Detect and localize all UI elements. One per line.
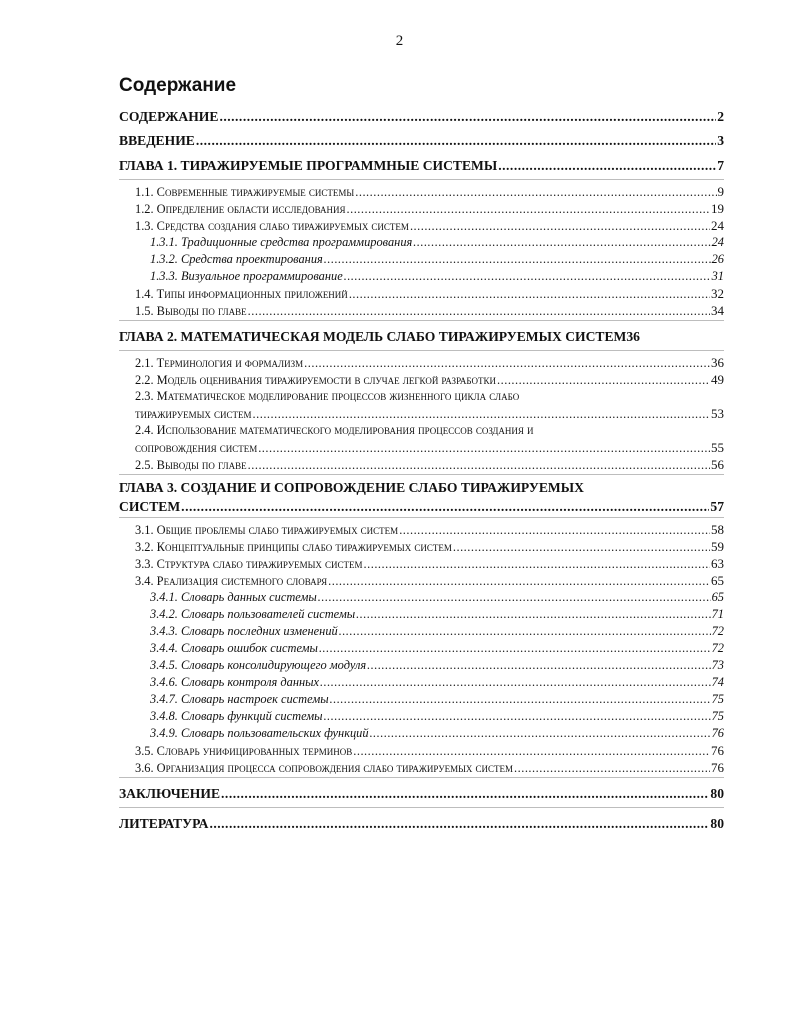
toc-entry-3-4-9[interactable]	[119, 725, 724, 742]
toc-entry-2-2[interactable]	[119, 371, 724, 388]
toc-page: 24	[711, 218, 724, 233]
toc-entry-1-5[interactable]	[119, 302, 724, 319]
toc-page: 65	[711, 590, 724, 604]
toc-label: 3.4.3. Словарь последних изменений	[150, 624, 338, 638]
toc-label: ЛИТЕРАТУРА	[119, 816, 209, 831]
toc-entry-3-4-8[interactable]	[119, 708, 724, 725]
divider	[119, 350, 724, 351]
toc-entry-chapter-3[interactable]	[119, 478, 724, 516]
toc-label: 1.5. Выводы по главе	[135, 304, 247, 318]
toc-entry-1-3[interactable]	[119, 217, 724, 234]
toc-entry-3-5[interactable]	[119, 742, 724, 759]
toc-page: 65	[711, 573, 724, 588]
toc-page: 19	[711, 201, 724, 216]
toc-page: 75	[711, 709, 724, 723]
toc-label: 2.3. Математическое моделирование процессов жизненного цикла слабо	[135, 389, 520, 403]
toc-page: 7	[717, 158, 724, 173]
toc-page: 2	[717, 109, 724, 124]
toc-label: 3.1. Общие проблемы слабо тиражируемых систем	[135, 523, 399, 537]
toc-page: 76	[711, 760, 724, 775]
toc-page: 9	[717, 184, 724, 199]
table-of-contents	[119, 104, 724, 836]
toc-page: 73	[711, 658, 724, 672]
toc-entry-soderzhanie[interactable]	[119, 104, 724, 128]
toc-label: 3.4.7. Словарь настроек системы	[150, 692, 329, 706]
divider	[119, 517, 724, 518]
toc-page: 53	[711, 406, 724, 421]
toc-label: 1.4. Типы информационных приложений	[135, 287, 348, 301]
toc-entry-3-4-5[interactable]	[119, 657, 724, 674]
toc-page: 36	[626, 329, 640, 344]
toc-label: ЗАКЛЮЧЕНИЕ	[119, 786, 221, 801]
toc-page: 26	[711, 252, 724, 266]
toc-label: ГЛАВА 2. МАТЕМАТИЧЕСКАЯ МОДЕЛЬ СЛАБО ТИРАЖИРУЕМЫХ СИСТЕМ	[119, 329, 627, 344]
toc-page: 57	[710, 499, 724, 514]
divider	[119, 320, 724, 321]
toc-label: 1.3.1. Традиционные средства программирования	[150, 235, 413, 249]
toc-entry-3-4-1[interactable]	[119, 589, 724, 606]
toc-page: 36	[711, 355, 724, 370]
toc-label: 1.3.3. Визуальное программирование	[150, 269, 343, 283]
toc-label: 2.2. Модель оценивания тиражируемости в случае легкой разработки	[135, 373, 497, 387]
toc-entry-3-6[interactable]	[119, 759, 724, 776]
toc-label: ВВЕДЕНИЕ	[119, 133, 195, 148]
toc-label: 3.4.9. Словарь пользовательских функций	[150, 726, 369, 740]
toc-entry-2-4[interactable]	[119, 422, 724, 456]
toc-entry-3-4[interactable]	[119, 572, 724, 589]
toc-entry-zakluchenie[interactable]	[119, 781, 724, 806]
toc-label: 1.3. Средства создания слабо тиражируемых систем	[135, 219, 409, 233]
divider	[119, 807, 724, 808]
toc-page: 75	[711, 692, 724, 706]
toc-entry-2-5[interactable]	[119, 456, 724, 473]
toc-label: 3.4.5. Словарь консолидирующего модуля	[150, 658, 367, 672]
toc-page: 55	[711, 440, 724, 455]
toc-label: ГЛАВА 1. ТИРАЖИРУЕМЫЕ ПРОГРАММНЫЕ СИСТЕМЫ	[119, 158, 498, 173]
toc-page: 34	[711, 303, 724, 318]
toc-label: 1.2. Определение области исследования	[135, 202, 346, 216]
toc-entry-1-2[interactable]	[119, 200, 724, 217]
toc-label: 1.1. Современные тиражируемые системы	[135, 185, 355, 199]
toc-page: 49	[711, 372, 724, 387]
toc-entry-vvedenie[interactable]	[119, 128, 724, 153]
toc-label: 3.3. Структура слабо тиражируемых систем	[135, 557, 363, 571]
toc-page: 74	[711, 675, 724, 689]
toc-entry-literatura[interactable]	[119, 811, 724, 836]
toc-label: 3.4.6. Словарь контроля данных	[150, 675, 320, 689]
toc-page: 59	[711, 539, 724, 554]
toc-entry-2-3[interactable]	[119, 388, 724, 422]
toc-entry-chapter-1[interactable]	[119, 153, 724, 178]
toc-page: 76	[711, 743, 724, 758]
toc-page: 24	[711, 235, 724, 249]
toc-page: 58	[711, 522, 724, 537]
toc-page: 72	[711, 641, 724, 655]
toc-entry-3-2[interactable]	[119, 538, 724, 555]
toc-page: 80	[710, 816, 724, 831]
toc-label: СОДЕРЖАНИЕ	[119, 109, 219, 124]
toc-page: 63	[711, 556, 724, 571]
toc-label: 1.3.2. Средства проектирования	[150, 252, 323, 266]
toc-label: 3.4.2. Словарь пользователей системы	[150, 607, 356, 621]
page-number: 2	[395, 33, 404, 49]
toc-label: 3.4.8. Словарь функций системы	[150, 709, 323, 723]
toc-label: 2.1. Терминология и формализм	[135, 356, 304, 370]
toc-label: 3.2. Концептуальные принципы слабо тиражируемых систем	[135, 540, 452, 554]
toc-label-cont: сопровождения систем	[135, 441, 258, 455]
toc-label: 3.4.4. Словарь ошибок системы	[150, 641, 318, 655]
toc-entry-1-3-1[interactable]	[119, 234, 724, 251]
toc-label: 3.4.1. Словарь данных системы	[150, 590, 317, 604]
toc-label-cont: тиражируемых систем	[135, 407, 252, 421]
toc-label: 2.4. Использование математического моделирования процессов создания и	[135, 423, 534, 437]
toc-page: 76	[711, 726, 724, 740]
toc-entry-1-3-2[interactable]	[119, 251, 724, 268]
toc-entry-3-4-7[interactable]	[119, 691, 724, 708]
toc-entry-chapter-2[interactable]	[119, 324, 724, 349]
toc-entry-1-3-3[interactable]	[119, 268, 724, 285]
toc-entry-3-4-4[interactable]	[119, 640, 724, 657]
toc-label: 2.5. Выводы по главе	[135, 458, 247, 472]
page-title: Содержание	[119, 75, 237, 96]
toc-label: ГЛАВА 3. СОЗДАНИЕ И СОПРОВОЖДЕНИЕ СЛАБО ТИРАЖИРУЕМЫХ	[119, 480, 584, 495]
toc-entry-3-3[interactable]	[119, 555, 724, 572]
toc-label-cont: СИСТЕМ	[119, 499, 181, 514]
toc-label: 3.5. Словарь унифицированных терминов	[135, 744, 353, 758]
toc-page: 32	[711, 286, 724, 301]
toc-entry-3-4-3[interactable]	[119, 623, 724, 640]
toc-entry-1-1[interactable]	[119, 183, 724, 200]
toc-entry-3-4-6[interactable]	[119, 674, 724, 691]
divider	[119, 474, 724, 475]
toc-page: 80	[710, 786, 724, 801]
toc-entry-2-1[interactable]	[119, 354, 724, 371]
toc-entry-3-1[interactable]	[119, 521, 724, 538]
toc-label: 3.6. Организация процесса сопровождения слабо тиражируемых систем	[135, 761, 514, 775]
toc-page: 56	[711, 457, 724, 472]
divider	[119, 777, 724, 778]
toc-page: 3	[717, 133, 724, 148]
toc-page: 71	[711, 607, 724, 621]
toc-page: 72	[711, 624, 724, 638]
toc-entry-3-4-2[interactable]	[119, 606, 724, 623]
toc-entry-1-4[interactable]	[119, 285, 724, 302]
divider	[119, 179, 724, 180]
toc-page: 31	[711, 269, 724, 283]
toc-label: 3.4. Реализация системного словаря	[135, 574, 328, 588]
